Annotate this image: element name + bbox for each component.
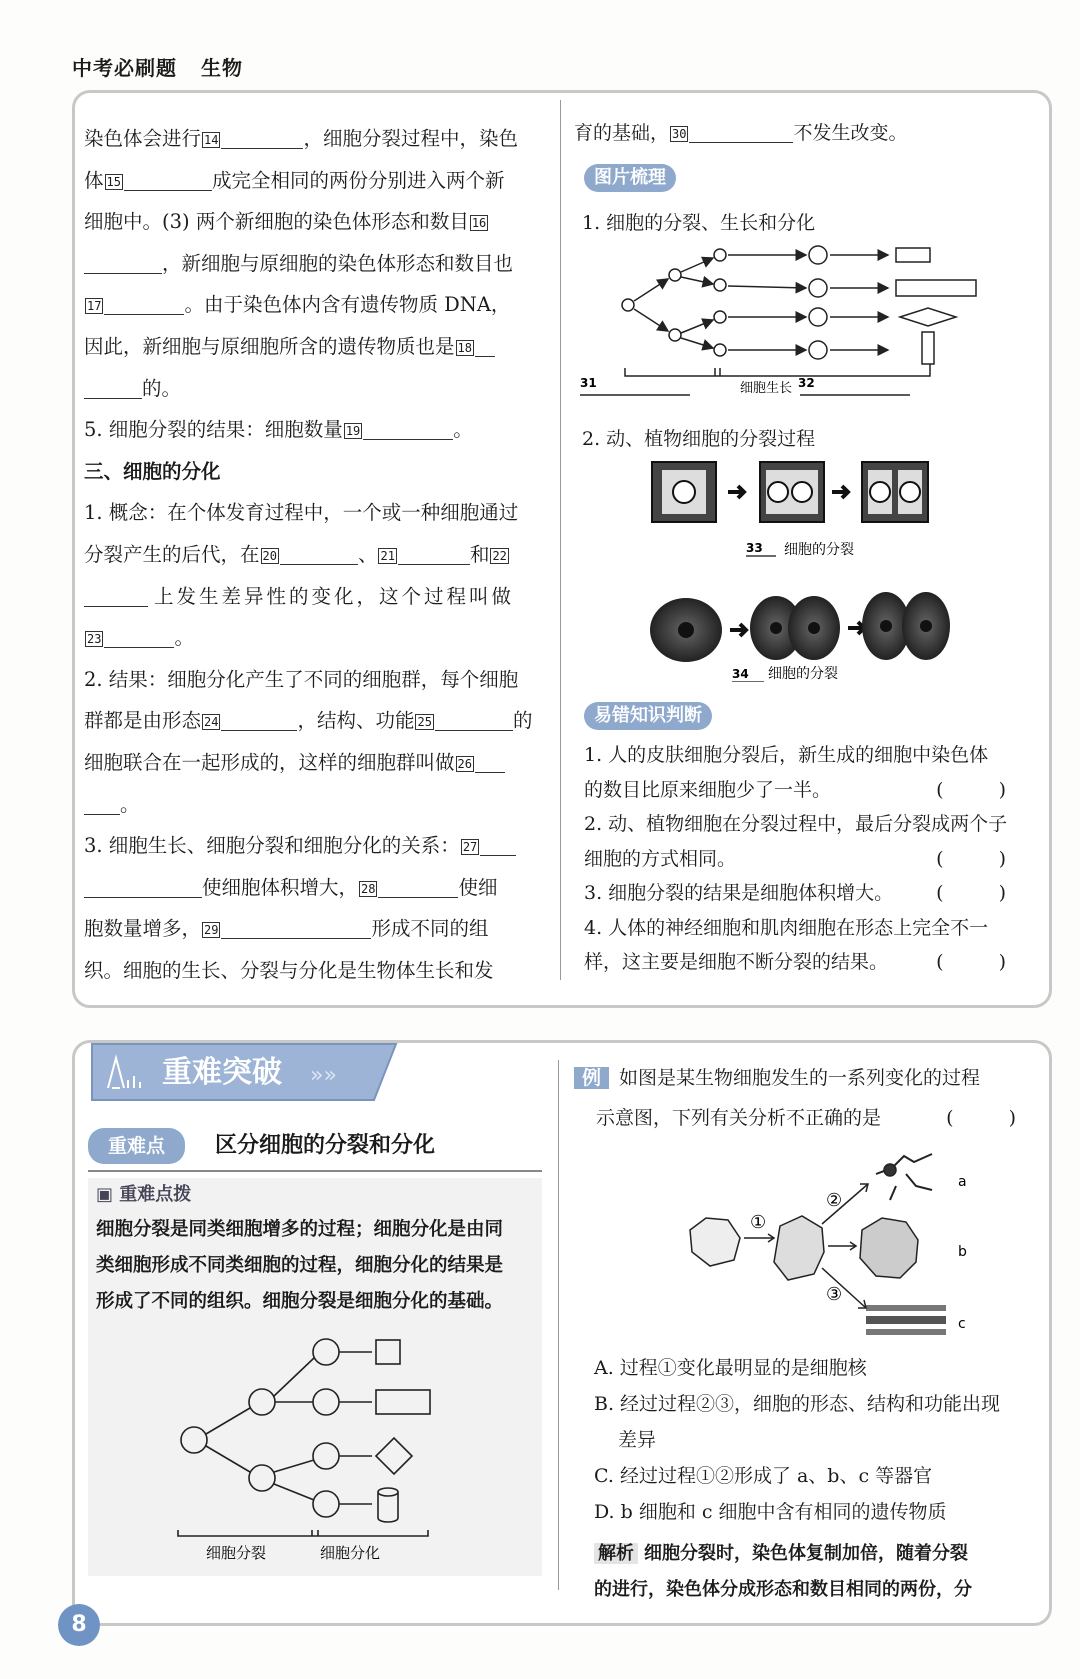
fig1-num31: 31 (580, 376, 597, 390)
label-c: c (958, 1316, 966, 1332)
tip-text: 细胞分裂是同类细胞增多的过程；细胞分化是由同 类细胞形成不同类细胞的过程，细胞分化的结果是 形成了不同的组织。细胞分裂是细胞分化的基础。 (96, 1219, 504, 1312)
keypoint-heading (88, 1128, 435, 1164)
division-differentiation-diagram (170, 1330, 460, 1570)
option-b[interactable]: B. 经过过程②③，细胞的形态、结构和功能出现 (594, 1393, 1001, 1415)
column-divider (560, 100, 561, 980)
book-title: 中考必刷题 (72, 56, 177, 80)
animal-cells (650, 592, 950, 662)
judge-section-tag: 易错知识判断 (584, 702, 712, 730)
keypoint-title: 区分细胞的分裂和分化 (215, 1133, 436, 1158)
left-column: 染色体会进行 14 ，细胞分裂过程中，染色 体 15 成完全相同的两份分别进入两个新 细胞中。(3) 两个新细胞的染色体形态和数目 16 ，新细胞与原细胞的染色体形态和数目也 17 。由于染色体内含有遗传物质 DNA， 因此，新细胞与原细胞所含的遗传物质也是 18 的。 5. 细胞分裂的结果：细胞数量 19 。 三、细胞的分化 1. 概念：在个体发育过程中，一个或一种细胞通过 分裂产生的后代，在 20 、 21 和 22 上发生差异性的变化，这个过程叫做 23 。 2. 结果：细胞分化产生了不同的细胞群，每个细胞 群都是由形态 24 ，结构、功能 25 的 细胞联合在一起形成的，这样的细胞群叫做 26 。 3. 细胞生长、细胞分裂和细胞分化的关系： 27 使细胞体积增大， 28 使细 胞数量增多， 29 形成不同的组 织。细胞的生长、分裂与分化是生物体生长和发 (84, 118, 544, 991)
cell-division-diagram (636, 456, 966, 682)
fig2-num34: 34 (732, 667, 749, 681)
right-column: 育的基础， 30 不发生改变。 (574, 122, 908, 144)
fig2-cap33: 细胞的分裂 (784, 542, 854, 558)
diagram-division-label: 细胞分裂 (206, 1544, 267, 1562)
judge-item: 3. 细胞分裂的结果是细胞体积增大。 ( ) (584, 882, 1024, 904)
example-question: 例 如图是某生物细胞发生的一系列变化的过程 示意图，下列有关分析不正确的是 ( ) (574, 1058, 1034, 1138)
subject-title: 生物 (201, 56, 243, 80)
pic-section-tag: 图片梳理 (584, 164, 676, 192)
example-tag: 例 (574, 1067, 609, 1089)
origin-cell (622, 299, 634, 311)
fig2-title: 2. 动、植物细胞的分裂过程 (582, 428, 816, 450)
keypoint-underline (88, 1170, 542, 1172)
process-1-label: ① (750, 1212, 767, 1233)
label-a: a (958, 1174, 967, 1190)
process-2-label: ② (826, 1190, 843, 1211)
page-header (72, 52, 243, 81)
option-c[interactable]: C. 经过过程①②形成了 a、b、c 等器官 (594, 1465, 933, 1487)
breakthrough-banner (88, 1040, 400, 1104)
example-figure (676, 1138, 976, 1338)
tip-heading: ▣ 重难点拨 (96, 1184, 192, 1205)
judge-item: 2. 动、植物细胞在分裂过程中，最后分裂成两个子 (584, 813, 1008, 835)
banner-title: 重难突破 (162, 1055, 282, 1090)
process-3-label: ③ (826, 1284, 843, 1305)
keypoint-tag: 重难点 (88, 1128, 185, 1164)
lightbulb-icon: ▣ (96, 1184, 120, 1205)
bottom-divider (558, 1060, 559, 1590)
analysis-tag: 解析 (594, 1543, 638, 1564)
label-b: b (958, 1244, 967, 1260)
diagram-differentiation-label: 细胞分化 (320, 1544, 381, 1562)
option-a[interactable]: A. 过程①变化最明显的是细胞核 (594, 1357, 867, 1379)
example-options: A. 过程①变化最明显的是细胞核 B. 经过过程②③，细胞的形态、结构和功能出现 差异 C. 经过过程①②形成了 a、b、c 等器官 D. b 细胞和 c 细胞中含有相同的遗传物质 (594, 1350, 1034, 1530)
fig1-num32: 32 (798, 376, 815, 390)
fig2-cap34: 细胞的分裂 (768, 666, 838, 682)
fig2-num33: 33 (746, 541, 763, 555)
plant-cells (652, 462, 928, 522)
fig1-growth-label: 细胞生长 (740, 381, 793, 396)
analysis: 解析 细胞分裂时，染色体复制加倍，随着分裂 的进行，染色体分成形态和数目相同的两份，分 (594, 1543, 972, 1600)
page-number: 8 (58, 1604, 100, 1646)
fig1-title: 1. 细胞的分裂、生长和分化 (582, 212, 816, 234)
judge-item: 4. 人体的神经细胞和肌肉细胞在形态上完全不一 (584, 916, 989, 939)
judge-item: 1. 人的皮肤细胞分裂后，新生成的细胞中染色体 (584, 744, 989, 766)
cell-growth-diagram (580, 240, 1000, 400)
option-d[interactable]: D. b 细胞和 c 细胞中含有相同的遗传物质 (594, 1501, 947, 1523)
section-heading: 三、细胞的分化 (84, 459, 221, 483)
judge-list: 1. 人的皮肤细胞分裂后，新生成的细胞中染色体 的数目比原来细胞少了一半。 ( ) 2. 动、植物细胞在分裂过程中，最后分裂成两个子 细胞的方式相同。 ( ) 3. 细胞分裂的结果是细胞体积增大。 ( ) 4. 人体的神经细胞和肌肉细胞在形态上完全不一 样，这主要是细胞不断分裂的结果。 ( ) (584, 738, 1024, 980)
chevron-right-icon: »» (310, 1063, 337, 1088)
